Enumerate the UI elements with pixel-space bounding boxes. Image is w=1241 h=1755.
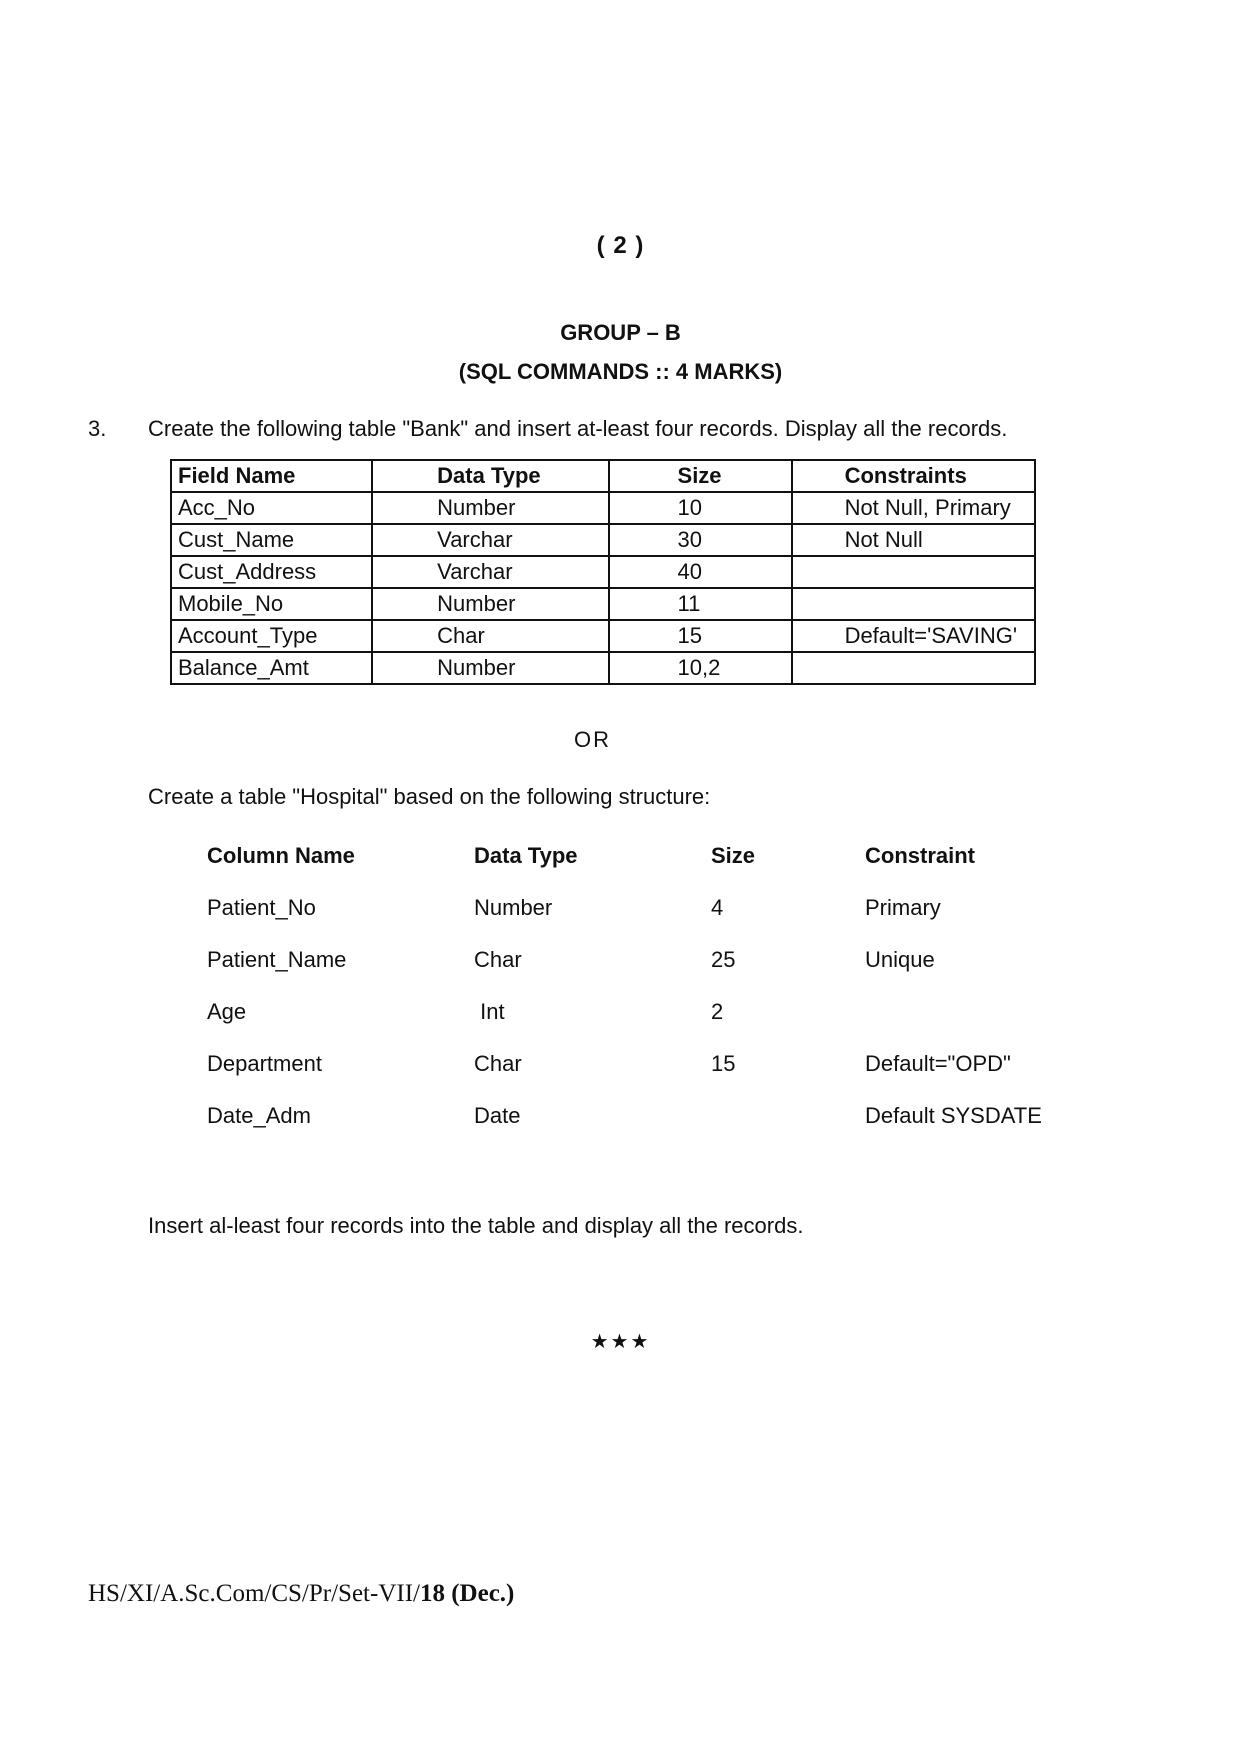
- hospital-cell-size: 4: [711, 895, 724, 920]
- insert-instruction: Insert al-least four records into the table and display all the records.: [148, 1213, 804, 1238]
- bank-table-header-row: [171, 460, 1035, 492]
- hospital-header-column-name: Column Name: [207, 843, 355, 868]
- bank-cell-type: Varchar: [372, 524, 608, 556]
- question-number: 3.: [88, 416, 107, 441]
- bank-cell-constraint: Not Null, Primary: [792, 492, 1035, 524]
- bank-cell-field: Account_Type: [171, 620, 372, 652]
- bank-header-field-name: Field Name: [171, 460, 372, 492]
- table-row: [207, 895, 1065, 947]
- table-row: [171, 588, 1035, 620]
- table-row: [171, 652, 1035, 684]
- bank-cell-field: Acc_No: [171, 492, 372, 524]
- hospital-cell-size: 25: [711, 947, 736, 972]
- hospital-cell-type: Number: [474, 895, 553, 920]
- bank-header-data-type: Data Type: [372, 460, 608, 492]
- bank-cell-constraint: [792, 556, 1035, 588]
- table-row: [171, 620, 1035, 652]
- bank-cell-type: Number: [372, 588, 608, 620]
- bank-cell-type: Char: [372, 620, 608, 652]
- hospital-cell-constraint: Primary: [865, 895, 941, 920]
- hospital-header-size: Size: [711, 843, 756, 868]
- hospital-cell-column: Age: [207, 999, 247, 1024]
- hospital-header-constraint: Constraint: [865, 843, 975, 868]
- end-stars: ★★★: [590, 1331, 651, 1353]
- footer-code-date: 18 (Dec.): [419, 1580, 515, 1607]
- hospital-cell-size: [711, 1103, 865, 1155]
- bank-cell-constraint: Not Null: [792, 524, 1035, 556]
- bank-cell-size: 30: [609, 524, 792, 556]
- bank-cell-type: Number: [372, 492, 608, 524]
- group-marks: (SQL COMMANDS :: 4 MARKS): [458, 359, 783, 384]
- hospital-intro: Create a table "Hospital" based on the following structure:: [148, 784, 711, 809]
- table-row: [207, 947, 1065, 999]
- bank-cell-constraint: Default='SAVING': [792, 620, 1035, 652]
- question-text: Create the following table "Bank" and insert at-least four records. Display all the records.: [148, 416, 1008, 441]
- table-row: [207, 1103, 1065, 1155]
- bank-cell-field: Mobile_No: [171, 588, 372, 620]
- table-row: [207, 999, 1065, 1051]
- hospital-cell-size: 2: [711, 999, 724, 1024]
- hospital-cell-type: Char: [474, 1051, 522, 1076]
- bank-cell-field: Balance_Amt: [171, 652, 372, 684]
- table-row: [171, 556, 1035, 588]
- hospital-cell-column: Date_Adm: [207, 1103, 311, 1128]
- hospital-cell-constraint: Default SYSDATE: [865, 1103, 1042, 1128]
- or-separator: OR: [574, 727, 611, 752]
- bank-header-size: Size: [609, 460, 792, 492]
- hospital-cell-constraint: Unique: [865, 947, 935, 972]
- table-row: [171, 492, 1035, 524]
- hospital-table: [207, 843, 1065, 1155]
- hospital-table-header-row: [207, 843, 1065, 895]
- bank-cell-field: Cust_Address: [171, 556, 372, 588]
- hospital-header-data-type: Data Type: [474, 843, 578, 868]
- bank-cell-size: 10: [609, 492, 792, 524]
- bank-cell-field: Cust_Name: [171, 524, 372, 556]
- bank-table: [170, 459, 1036, 685]
- hospital-cell-type: Int: [474, 999, 505, 1024]
- hospital-cell-column: Patient_Name: [207, 947, 347, 972]
- hospital-cell-constraint: Default="OPD": [865, 1051, 1011, 1076]
- footer-code-text: HS/XI/A.Sc.Com/CS/Pr/Set-VII/: [88, 1580, 420, 1607]
- footer-paper-code: [88, 1580, 514, 1608]
- hospital-cell-constraint: [865, 999, 1065, 1051]
- group-title: GROUP – B: [560, 320, 681, 345]
- hospital-cell-column: Patient_No: [207, 895, 316, 920]
- table-row: [171, 524, 1035, 556]
- bank-header-constraints: Constraints: [792, 460, 1035, 492]
- bank-cell-size: 40: [609, 556, 792, 588]
- hospital-cell-column: Department: [207, 1051, 322, 1076]
- bank-cell-type: Number: [372, 652, 608, 684]
- bank-cell-size: 10,2: [609, 652, 792, 684]
- hospital-cell-type: Char: [474, 947, 522, 972]
- page-number: ( 2 ): [596, 232, 645, 259]
- bank-cell-type: Varchar: [372, 556, 608, 588]
- bank-cell-constraint: [792, 652, 1035, 684]
- hospital-cell-type: Date: [474, 1103, 521, 1128]
- hospital-cell-size: 15: [711, 1051, 736, 1076]
- table-row: [207, 1051, 1065, 1103]
- bank-cell-constraint: [792, 588, 1035, 620]
- bank-cell-size: 11: [609, 588, 792, 620]
- bank-cell-size: 15: [609, 620, 792, 652]
